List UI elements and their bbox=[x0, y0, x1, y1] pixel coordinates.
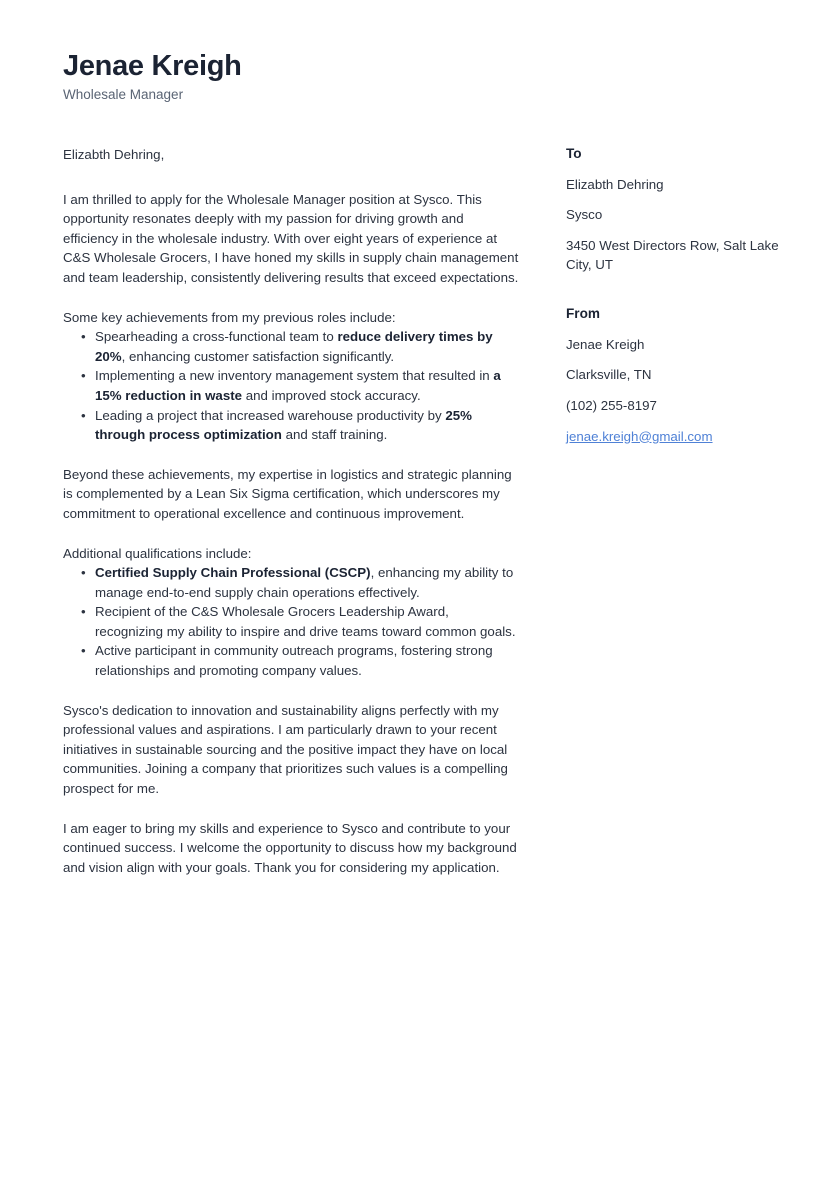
paragraph-company-values: Sysco's dedication to innovation and sustainability aligns perfectly with my professional values and aspirations. I am particularly drawn to your recent initiatives in sustainable sourcing and the positive impact they have on local communities. Joining a company that prioritizes such values is a compelling prospect for me. bbox=[63, 702, 508, 797]
bullet-text-post: and staff training. bbox=[281, 427, 388, 443]
sender-email-link[interactable]: jenae.kreigh@gmail.com bbox=[566, 428, 713, 444]
list-item bbox=[63, 563, 519, 602]
achievements-list bbox=[63, 327, 519, 445]
recipient-company: Sysco bbox=[566, 207, 603, 223]
letter-header bbox=[63, 50, 663, 104]
bullet-text-bold: Certified Supply Chain Professional (CSCP) bbox=[95, 565, 371, 581]
contact-sidebar bbox=[566, 145, 790, 446]
bullet-text-bold: 25% through process optimization bbox=[95, 407, 472, 443]
achievements-intro: Some key achievements from my previous roles include: bbox=[63, 309, 396, 325]
bullet-text-pre: Implementing a new inventory management system that resulted in bbox=[95, 368, 494, 384]
list-item bbox=[63, 366, 519, 405]
bullet-text-post: , enhancing my ability to manage end-to-end supply chain operations effectively. bbox=[95, 565, 514, 600]
applicant-job-title: Wholesale Manager bbox=[63, 87, 184, 103]
from-heading: From bbox=[566, 306, 600, 322]
list-item bbox=[63, 327, 519, 366]
recipient-address: 3450 West Directors Row, Salt Lake City, UT bbox=[566, 237, 779, 273]
bullet-text-pre: Active participant in community outreach programs, fostering strong relationships and promoting company values. bbox=[95, 643, 493, 679]
bullet-text-bold: reduce delivery times by 20% bbox=[95, 329, 493, 364]
sender-name: Jenae Kreigh bbox=[566, 336, 645, 352]
bullet-text-pre: Leading a project that increased warehouse productivity by bbox=[95, 407, 446, 423]
bullet-text-pre: Spearheading a cross-functional team to bbox=[95, 329, 338, 345]
sender-phone: (102) 255-8197 bbox=[566, 397, 657, 413]
bullet-text-bold: a 15% reduction in waste bbox=[95, 368, 501, 403]
applicant-name: Jenae Kreigh bbox=[63, 50, 242, 82]
salutation: Elizabth Dehring, bbox=[63, 147, 165, 162]
to-heading: To bbox=[566, 146, 582, 161]
sender-location: Clarksville, TN bbox=[566, 367, 652, 383]
bullet-text-post: and improved stock accuracy. bbox=[242, 387, 421, 403]
paragraph-closing: I am eager to bring my skills and experience to Sysco and contribute to your continued success. I welcome the opportunity to discuss how my background and vision align with your goals. Thank you for considering my application. bbox=[63, 820, 517, 875]
qualifications-intro: Additional qualifications include: bbox=[63, 545, 252, 561]
letter-content-column bbox=[63, 145, 519, 897]
paragraph-intro: I am thrilled to apply for the Wholesale Manager position at Sysco. This opportunity resonates deeply with my passion for driving growth and efficiency in the wholesale industry. With over eight years of experience at C&S Wholesale Grocers, I have honed my skills in supply chain management and team leadership, consistently delivering results that exceed expectations. bbox=[63, 191, 519, 285]
qualifications-list bbox=[63, 563, 519, 681]
list-item bbox=[63, 602, 519, 641]
paragraph-certification: Beyond these achievements, my expertise in logistics and strategic planning is complemented by a Lean Six Sigma certification, which underscores my commitment to operational excellence and continuous improvement. bbox=[63, 466, 512, 521]
bullet-text-pre: Recipient of the C&S Wholesale Grocers Leadership Award, recognizing my ability to inspire and drive teams toward common goals. bbox=[95, 604, 516, 639]
list-item bbox=[63, 406, 519, 445]
bullet-text-post: , enhancing customer satisfaction significantly. bbox=[121, 348, 395, 364]
recipient-name: Elizabth Dehring bbox=[566, 176, 664, 192]
list-item bbox=[63, 641, 519, 680]
